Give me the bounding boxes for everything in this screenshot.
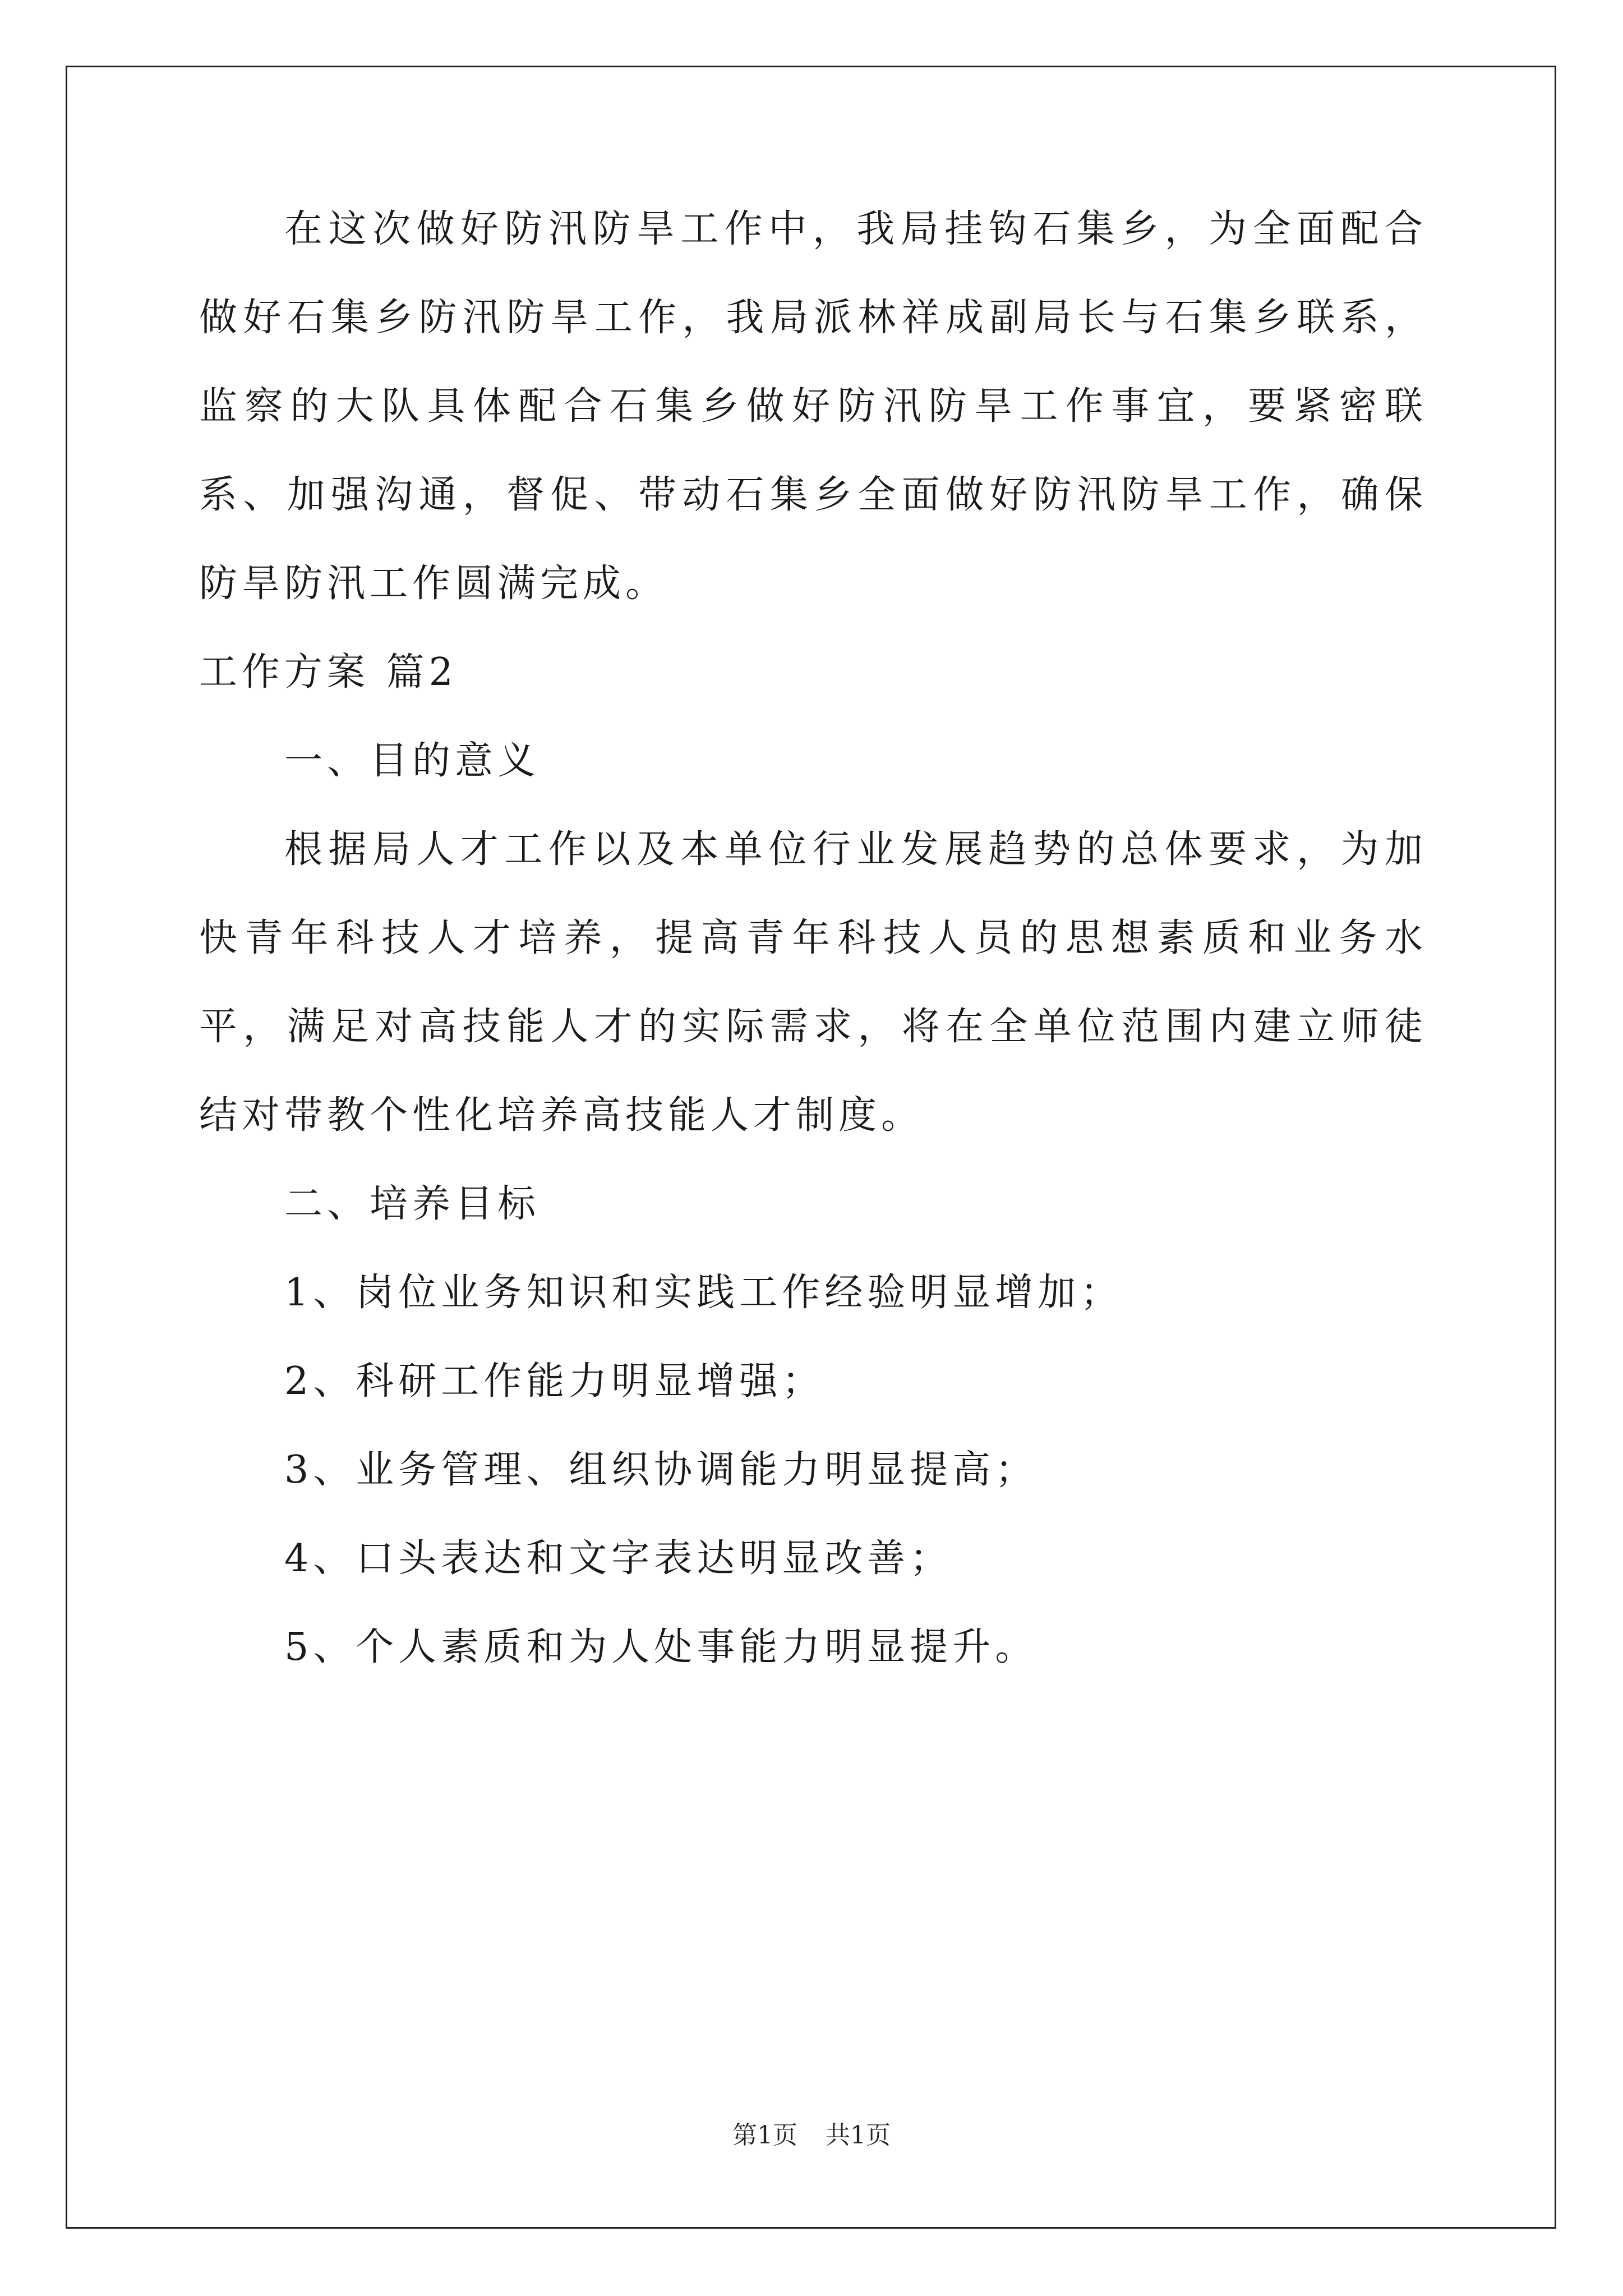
section-heading-plan-2: 工作方案 篇2 (199, 650, 458, 694)
paragraph-purpose: 根据局人才工作以及本单位行业发展趋势的总体要求，为加快青年科技人才培养，提高青年科技人员的思想素质和业务水平，满足对高技能人才的实际需求，将在全单位范围内建立师徒结对带教个性化培养高技能人才制度。 (199, 827, 1427, 1138)
page-number-current: 第1页 (732, 2121, 797, 2150)
paragraph-flood-work: 在这次做好防汛防旱工作中，我局挂钩石集乡，为全面配合做好石集乡防汛防旱工作，我局派林祥成副局长与石集乡联系，监察的大队具体配合石集乡做好防汛防旱工作事宜，要紧密联系、加强沟通，督促、带动石集乡全面做好防汛防旱工作，确保防旱防汛工作圆满完成。 (199, 207, 1427, 606)
goal-item-2: 2、科研工作能力明显增强； (284, 1359, 825, 1404)
document-body (199, 185, 1427, 1692)
subheading-purpose: 一、目的意义 (284, 739, 541, 783)
goal-item-4: 4、口头表达和文字表达明显改善； (284, 1536, 953, 1581)
goal-item-1: 1、岗位业务知识和实践工作经验明显增加； (284, 1271, 1123, 1315)
page-number-total: 共1页 (826, 2121, 891, 2150)
goal-item-3: 3、业务管理、组织协调能力明显提高； (284, 1448, 1038, 1492)
page-footer (0, 2115, 1623, 2151)
subheading-goals: 二、培养目标 (284, 1182, 541, 1226)
goal-item-5: 5、个人素质和为人处事能力明显提升。 (284, 1625, 1038, 1669)
